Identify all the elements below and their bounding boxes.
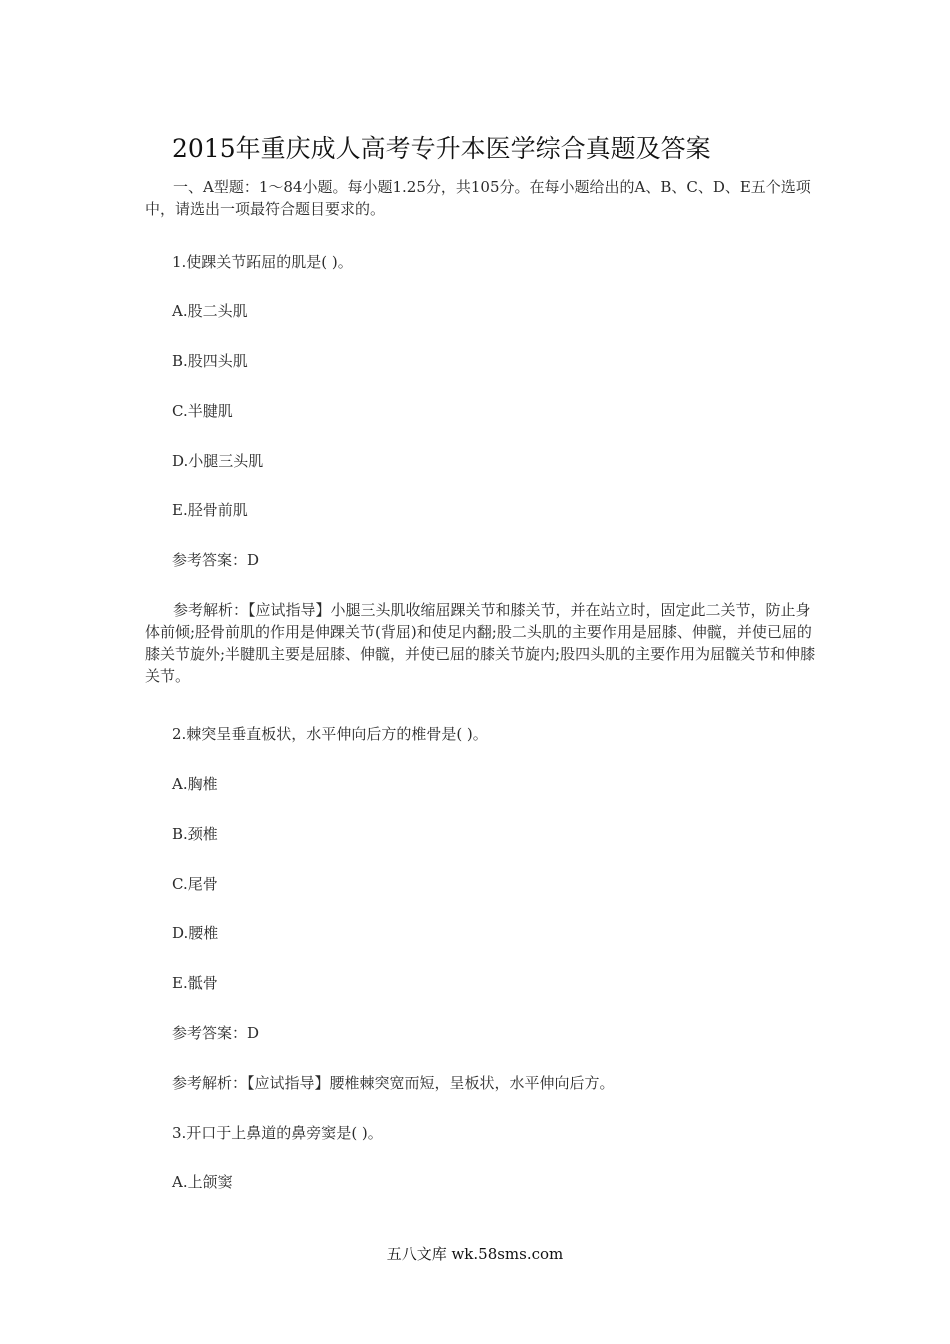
option-c: C.尾骨: [172, 875, 218, 893]
intro-paragraph: [145, 176, 825, 220]
analysis-line: 参考解析：【应试指导】腰椎棘突宽而短，呈板状，水平伸向后方。: [172, 1074, 615, 1092]
option-e: E.骶骨: [172, 974, 218, 992]
option-a: A.股二头肌: [172, 302, 248, 320]
option-b: B.颈椎: [172, 825, 218, 843]
analysis-paragraph: [145, 599, 825, 687]
question-stem: 1.使踝关节跖屈的肌是( )。: [172, 253, 353, 271]
question-stem: 3.开口于上鼻道的鼻旁窦是( )。: [172, 1124, 383, 1142]
document-title: 2015年重庆成人高考专升本医学综合真题及答案: [172, 134, 711, 163]
footer-watermark: 五八文库 wk.58sms.com: [386, 1245, 564, 1263]
answer-line: 参考答案：D: [172, 551, 260, 569]
option-d: D.小腿三头肌: [172, 452, 264, 470]
option-a: A.上颌窦: [172, 1173, 233, 1191]
option-c: C.半腱肌: [172, 402, 233, 420]
option-b: B.股四头肌: [172, 352, 248, 370]
option-d: D.腰椎: [172, 924, 219, 942]
question-stem: 2.棘突呈垂直板状，水平伸向后方的椎骨是( )。: [172, 725, 488, 743]
option-a: A.胸椎: [172, 775, 218, 793]
answer-line: 参考答案：D: [172, 1024, 260, 1042]
analysis-text: 参考解析：【应试指导】小腿三头肌收缩屈踝关节和膝关节，并在站立时，固定此二关节，防止身体前倾;胫骨前肌的作用是伸踝关节(背屈)和使足内翻;股二头肌的主要作用是屈膝、伸髋，并使已屈的膝关节旋外;半腱肌主要是屈膝、伸髋，并使已屈的膝关节旋内;股四头肌的主要作用为屈髋关节和伸膝关节。: [145, 601, 816, 685]
option-e: E.胫骨前肌: [172, 501, 248, 519]
intro-text: 一、A型题：1～84小题。每小题1.25分，共105分。在每小题给出的A、B、C、D、E五个选项中，请选出一项最符合题目要求的。: [145, 178, 811, 218]
